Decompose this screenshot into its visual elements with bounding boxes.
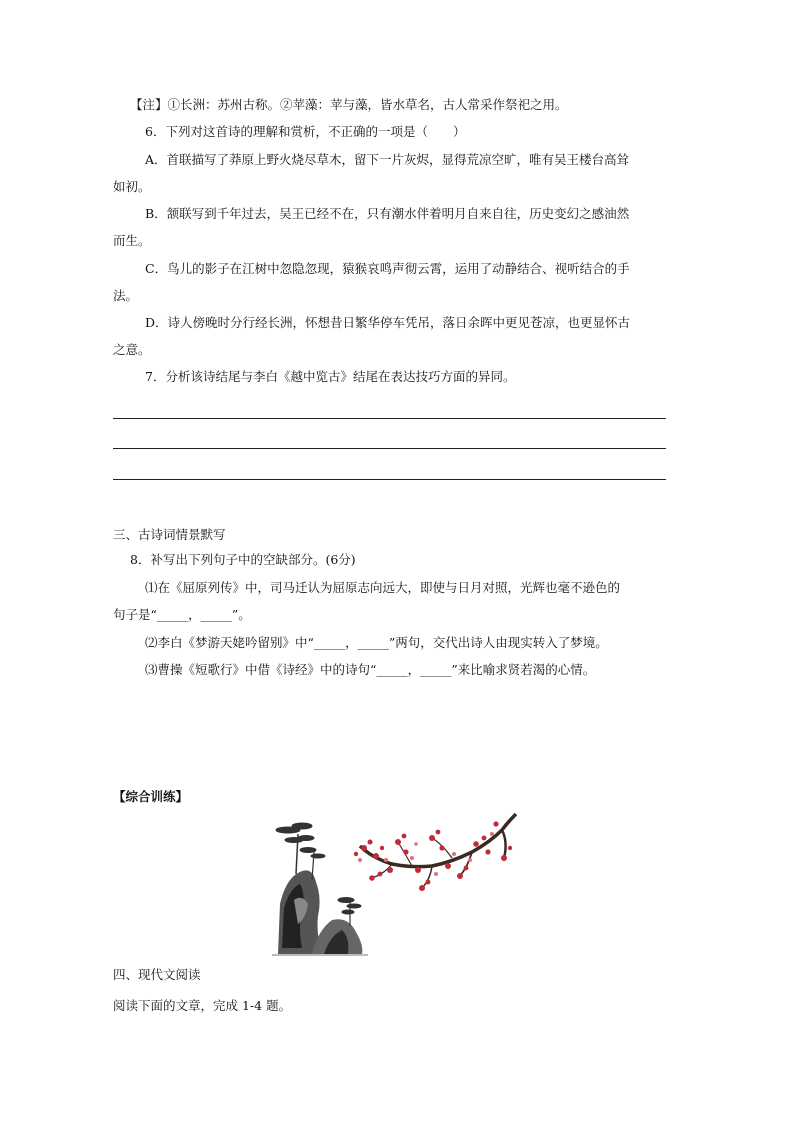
section-4-instruction: 阅读下面的文章，完成 1-4 题。 (113, 998, 292, 1013)
question-7-stem: 7．分析该诗结尾与李白《越中览古》结尾在表达技巧方面的异同。 (145, 369, 516, 384)
answer-line-3[interactable] (113, 479, 666, 480)
plum-blossom-branch (354, 814, 516, 891)
q6-option-d-line1: D．诗人傍晚时分行经长洲，怀想昔日繁华停车凭吊，落日余晖中更见苍凉，也更显怀古 (145, 315, 631, 330)
answer-line-1[interactable] (113, 418, 666, 419)
q6-option-d-line2: 之意。 (113, 342, 151, 357)
question-8-stem: 8．补写出下列句子中的空缺部分。(6分) (130, 552, 356, 567)
poem-note: 【注】①长洲：苏州古称。②苹藻：苹与藻，皆水草名，古人常采作祭祀之用。 (130, 97, 568, 112)
q8-item-2: ⑵李白《梦游天姥吟留别》中“_____，_____”两句，交代出诗人由现实转入了梦境。 (145, 635, 608, 650)
q8-item-1-line1: ⑴在《屈原列传》中，司马迁认为屈原志向远大，即使与日月对照，光辉也毫不逊色的 (145, 580, 621, 595)
question-6-stem: 6．下列对这首诗的理解和赏析，不正确的一项是（ ） (145, 124, 466, 139)
q6-option-a-line2: 如初。 (113, 179, 151, 194)
q6-option-b-line1: B．颔联写到千年过去，吴王已经不在，只有潮水伴着明月自来自往，历史变幻之感油然 (145, 206, 630, 221)
q6-option-c-line1: C．鸟儿的影子在江树中忽隐忽现，猿猴哀鸣声彻云霄，运用了动静结合、视听结合的手 (145, 261, 630, 276)
section-3-heading: 三、古诗词情景默写 (113, 527, 226, 542)
q6-option-b-line2: 而生。 (113, 233, 151, 248)
ink-landscape-illustration (272, 808, 522, 956)
q6-option-c-line2: 法。 (113, 288, 139, 303)
section-4-heading: 四、现代文阅读 (113, 967, 201, 982)
q6-option-a-line1: A．首联描写了莽原上野火烧尽草木，留下一片灰烬，显得荒凉空旷，唯有吴王楼台高耸 (145, 152, 630, 167)
q8-item-1-line2: 句子是“_____，_____”。 (113, 607, 251, 622)
training-label: 【综合训练】 (113, 789, 189, 804)
q8-item-3: ⑶曹操《短歌行》中借《诗经》中的诗句“_____，_____”来比喻求贤若渴的心情。 (145, 662, 596, 677)
answer-line-2[interactable] (113, 448, 666, 449)
